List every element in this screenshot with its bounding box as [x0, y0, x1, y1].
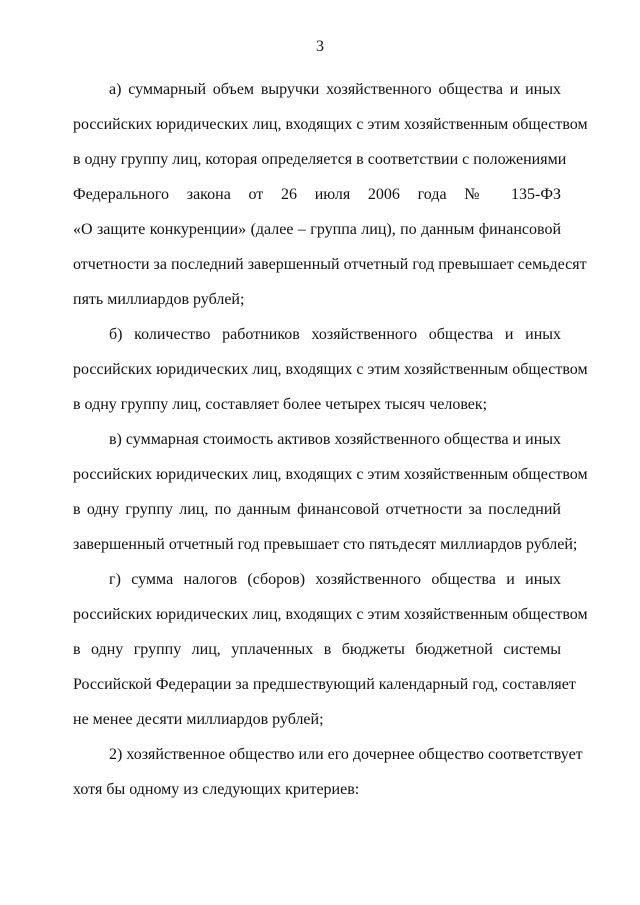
- paragraph-g: [73, 562, 588, 737]
- page-number: 3: [316, 38, 324, 55]
- text-line: пять миллиардов рублей;: [73, 291, 245, 308]
- text-line: б) количество работников хозяйственного общества и иных: [109, 326, 561, 343]
- paragraph-v: [73, 422, 588, 562]
- text-line: хотя бы одному из следующих критериев:: [73, 781, 360, 798]
- text-line: отчетности за последний завершенный отчетный год превышает семьдесят: [73, 256, 587, 273]
- text-line: российских юридических лиц, входящих с этим хозяйственным обществом: [73, 116, 588, 133]
- text-line: завершенный отчетный год превышает сто пятьдесят миллиардов рублей;: [73, 536, 578, 553]
- paragraph-b: [73, 317, 588, 422]
- text-line: не менее десяти миллиардов рублей;: [73, 711, 324, 728]
- text-line: «О защите конкуренции» (далее – группа лиц), по данным финансовой: [73, 221, 561, 238]
- text-line: Российской Федерации за предшествующий календарный год, составляет: [73, 676, 576, 693]
- text-line: российских юридических лиц, входящих с этим хозяйственным обществом: [73, 361, 588, 378]
- text-line: в одну группу лиц, по данным финансовой отчетности за последний: [73, 501, 561, 518]
- text-line: а) суммарный объем выручки хозяйственного общества и иных: [109, 81, 561, 98]
- text-line: в) суммарная стоимость активов хозяйственного общества и иных: [109, 431, 561, 448]
- paragraph-2: [73, 737, 583, 807]
- document-body: [73, 72, 588, 807]
- paragraph-a: [73, 72, 588, 317]
- text-line: в одну группу лиц, составляет более четырех тысяч человек;: [73, 396, 488, 413]
- text-line: г) сумма налогов (сборов) хозяйственного общества и иных: [109, 571, 561, 588]
- text-line: российских юридических лиц, входящих с этим хозяйственным обществом: [73, 606, 588, 623]
- text-line: в одну группу лиц, которая определяется в соответствии с положениями: [73, 151, 567, 168]
- text-line: российских юридических лиц, входящих с этим хозяйственным обществом: [73, 466, 588, 483]
- text-line: 2) хозяйственное общество или его дочернее общество соответствует: [109, 746, 583, 763]
- text-line: в одну группу лиц, уплаченных в бюджеты бюджетной системы: [73, 641, 561, 658]
- text-line: Федерального закона от 26 июля 2006 года № 135-ФЗ: [73, 186, 561, 203]
